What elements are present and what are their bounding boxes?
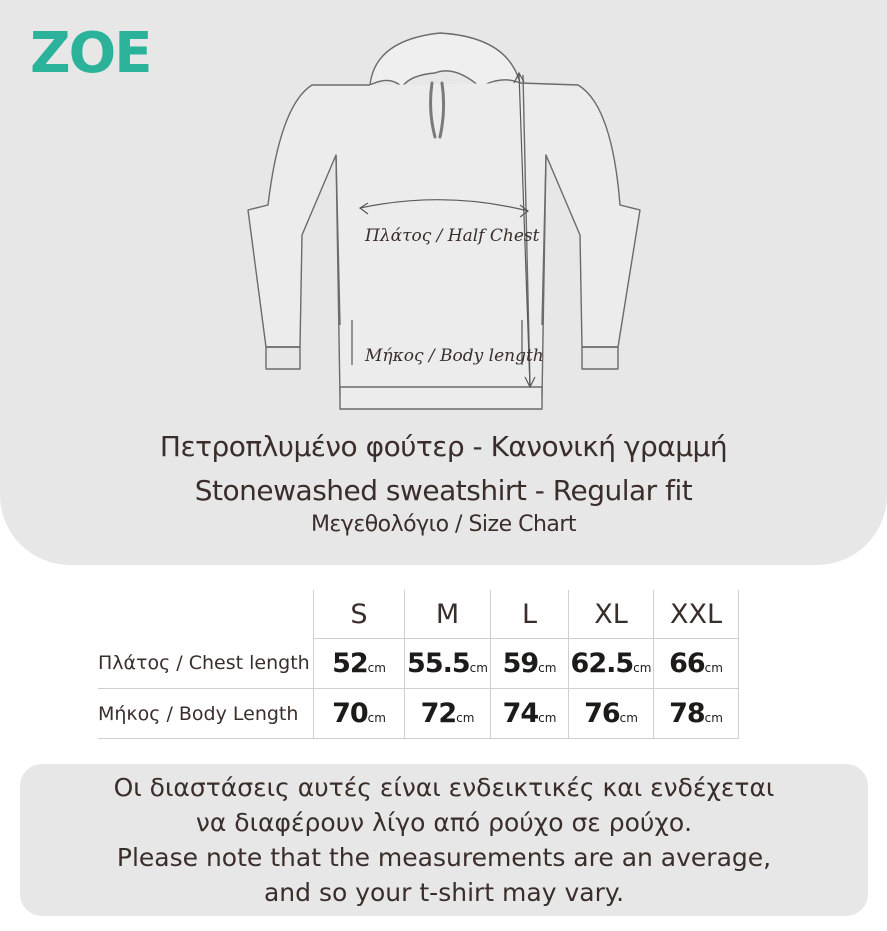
row-label-length: Μήκος / Body Length — [98, 689, 314, 739]
size-header-l: L — [491, 590, 569, 639]
product-title-english: Stonewashed sweatshirt - Regular fit — [194, 474, 693, 507]
table-row — [98, 689, 739, 739]
size-header-xl: XL — [569, 590, 654, 639]
size-table — [98, 590, 739, 739]
length-value-l: 74cm — [491, 689, 569, 739]
product-title-greek: Πετροπλυμένο φούτερ - Κανονική γραμμή — [159, 430, 728, 463]
chest-value-xl: 62.5cm — [569, 639, 654, 689]
table-corner — [98, 590, 314, 639]
note-line: and so your t-shirt may vary. — [263, 878, 625, 907]
note-line: να διαφέρουν λίγο από ρούχο σε ρούχο. — [195, 808, 693, 837]
chest-value-m: 55.5cm — [405, 639, 491, 689]
chest-value-l: 59cm — [491, 639, 569, 689]
length-value-xl: 76cm — [569, 689, 654, 739]
length-value-xxl: 78cm — [654, 689, 739, 739]
length-value-s: 70cm — [314, 689, 405, 739]
chest-label: Πλάτος / Half Chest — [365, 226, 540, 246]
note-line: Please note that the measurements are an average, — [116, 843, 772, 872]
length-value-m: 72cm — [405, 689, 491, 739]
size-header-row — [98, 590, 739, 639]
table-row — [98, 639, 739, 689]
size-header-m: M — [405, 590, 491, 639]
chest-value-xxl: 66cm — [654, 639, 739, 689]
chest-value-s: 52cm — [314, 639, 405, 689]
row-label-chest: Πλάτος / Chest length — [98, 639, 314, 689]
size-header-xxl: XXL — [654, 590, 739, 639]
hoodie-icon — [240, 25, 650, 415]
length-label: Μήκος / Body length — [365, 346, 544, 366]
note-line: Οι διαστάσεις αυτές είναι ενδεικτικές και ενδέχεται — [113, 773, 775, 802]
size-chart-subtitle: Μεγεθολόγιο / Size Chart — [310, 512, 577, 537]
disclaimer-note — [20, 764, 868, 916]
size-header-s: S — [314, 590, 405, 639]
brand-logo: ZOE — [30, 21, 151, 86]
